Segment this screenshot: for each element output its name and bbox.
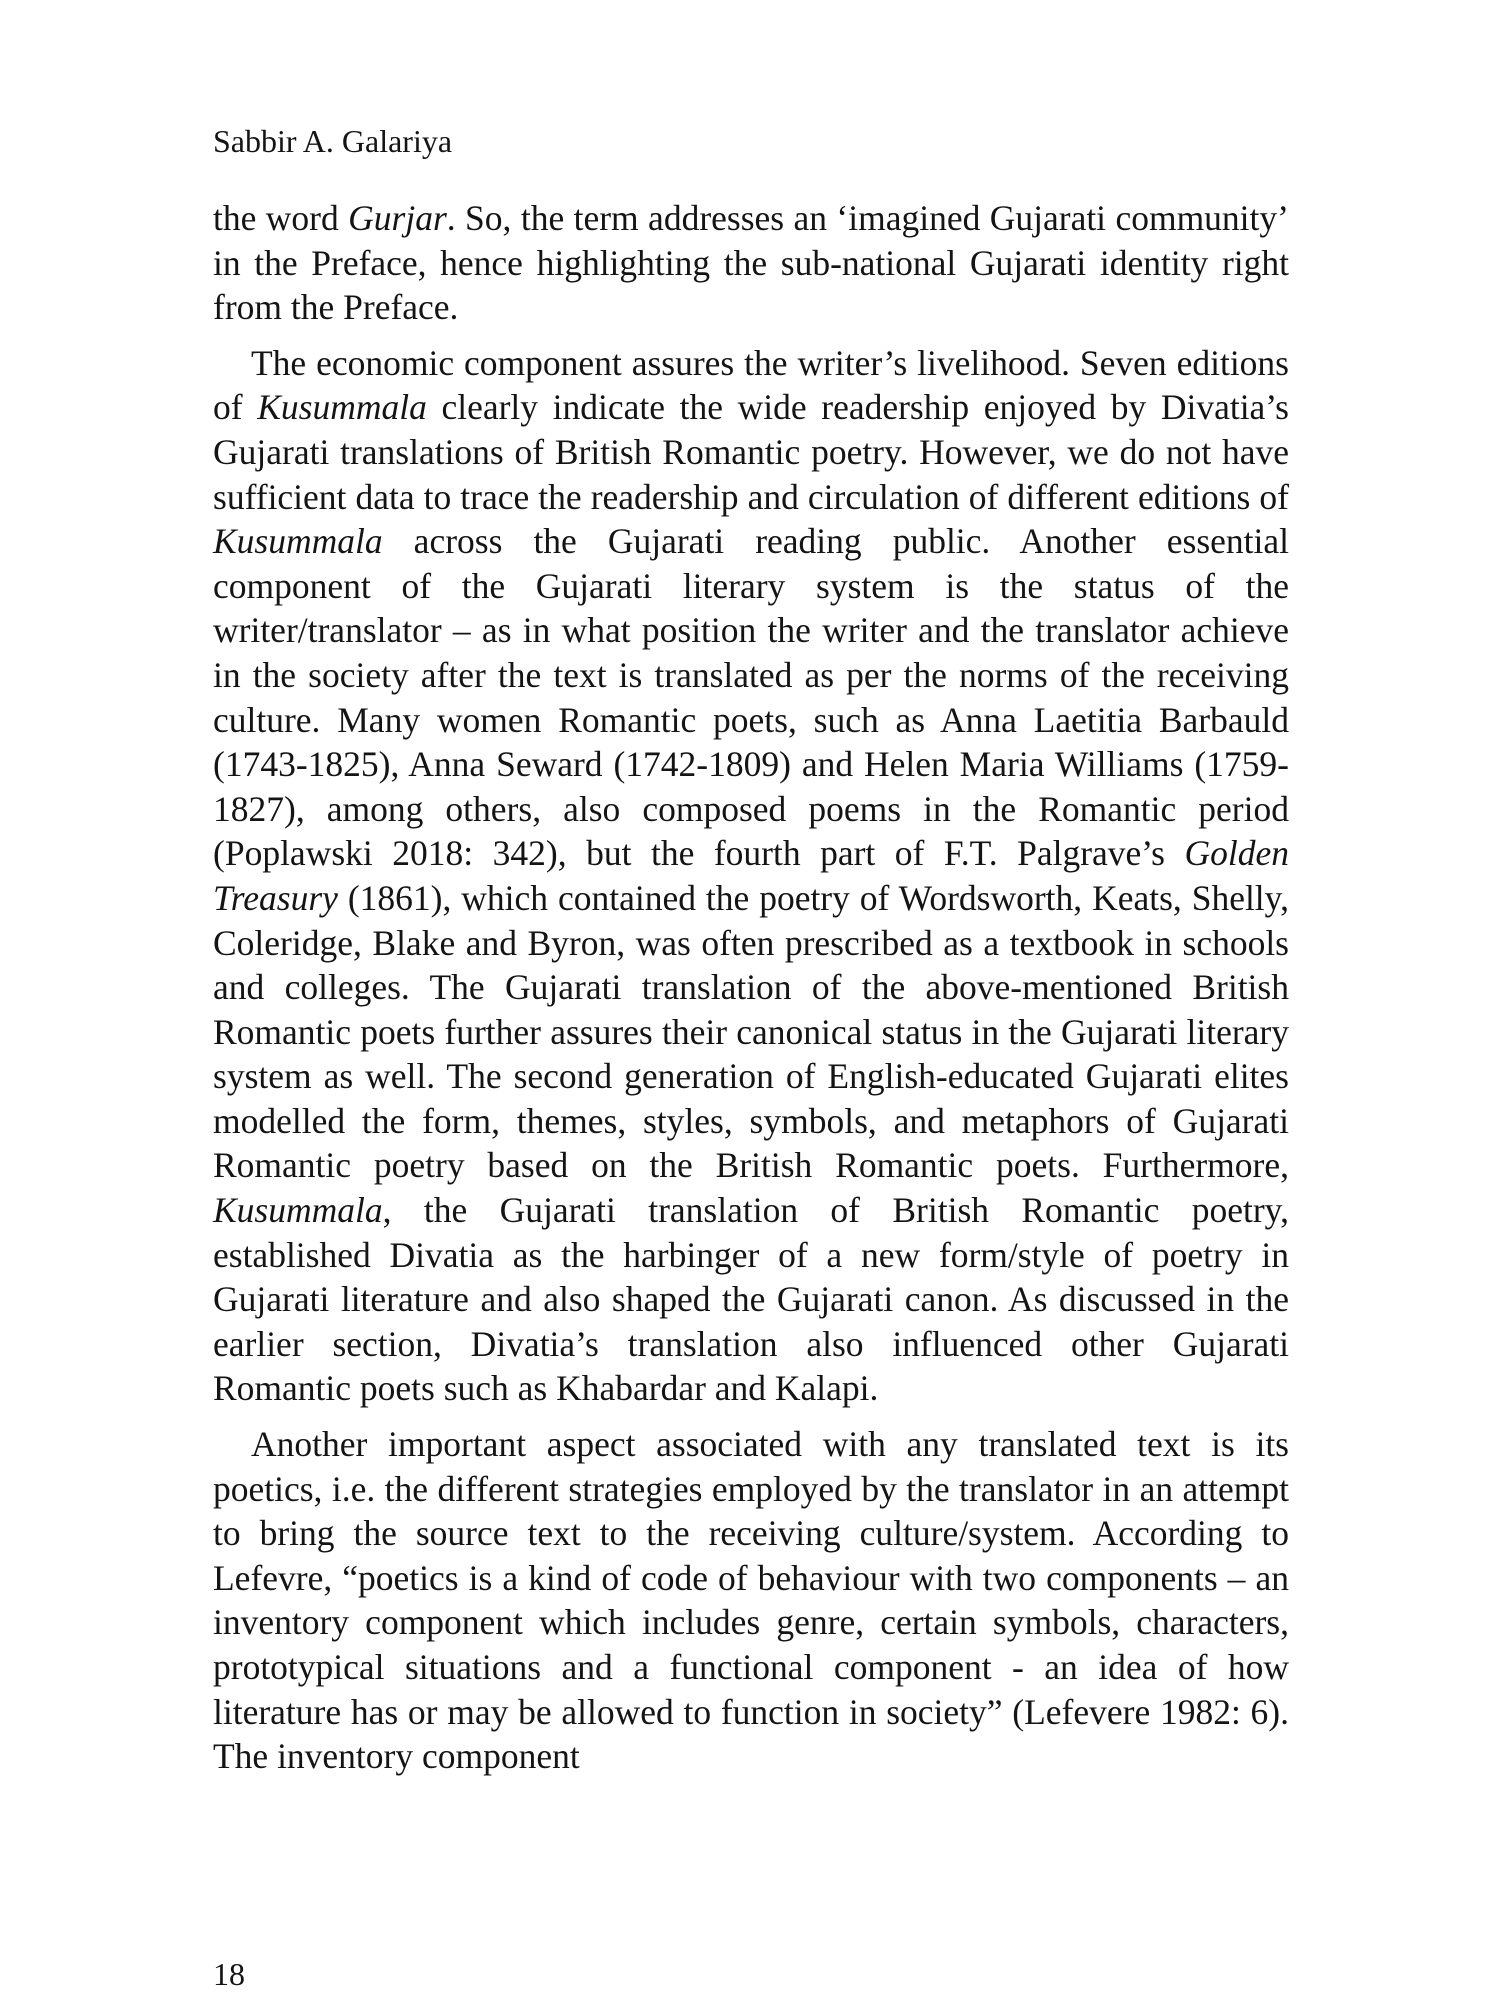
running-head: Sabbir A. Galariya [213, 123, 453, 159]
text-run: (1861), which contained the poetry of Wordsworth, Keats, Shelly, Coleridge, Blake and Byron, was often prescribed as a textbook in schools and colleges. The Gujarati translation of the above-mentioned British Romantic poets further assures their canonical status in the Gujarati literary system as well. The second generation of English-educated Gujarati elites modelled the form, themes, styles, symbols, and metaphors of Gujarati Romantic poetry based on the British Romantic poets. Furthermore, [213, 877, 1289, 1186]
text-run: The economic component assures the writer’s livelihood. Seven editions of [213, 342, 1289, 428]
italic-title: Gurjar [348, 198, 447, 238]
text-run: across the Gujarati reading public. Another essential component of the Gujarati literary system is the status of the writer/translator – as in what position the writer and the translator achieve in the society after the text is translated as per the norms of the receiving culture. Many women Romantic poets, such as Anna Laetitia Barbauld (1743-1825), Anna Seward (1742-1809) and Helen Maria Williams (1759-1827), among others, also composed poems in the Romantic period (Poplawski 2018: 342), but the fourth part of F.T. Palgrave’s [213, 521, 1289, 874]
book-page [213, 0, 1289, 2000]
paragraph-2 [213, 341, 1289, 1411]
text-run: , the Gujarati translation of British Romantic poetry, established Divatia as the harbinger of a new form/style of poetry in Gujarati literature and also shaped the Gujarati canon. As discussed in the earlier section, Divatia’s translation also influenced other Gujarati Romantic poets such as Khabardar and Kalapi. [213, 1190, 1289, 1409]
italic-title: Kusummala [257, 387, 427, 428]
body-text [213, 196, 1289, 1790]
page-number: 18 [213, 1956, 245, 1992]
text-run: clearly indicate the wide readership enjoyed by Divatia’s Gujarati translations of British Romantic poetry. However, we do not have sufficient data to trace the readership and circulation of different editions of [213, 387, 1289, 517]
text-run: Another important aspect associated with any translated text is its poetics, i.e. the different strategies employed by the translator in an attempt to bring the source text to the receiving culture/system. According to Lefevre, “poetics is a kind of code of behaviour with two components – an inventory component which includes genre, certain symbols, characters, prototypical situations and a functional component - an idea of how literature has or may be allowed to function in society” (Lefevere 1982: 6). The inventory component [213, 1424, 1289, 1777]
italic-title: Kusummala [213, 1190, 383, 1231]
paragraph-3 [213, 1422, 1289, 1779]
italic-title: Kusummala [213, 521, 383, 562]
italic-title: Golden Treasury [213, 833, 1289, 918]
text-run: . So, the term addresses an ‘imagined Gujarati community’ in the Preface, hence highlighting the sub-national Gujarati identity right from the Preface. [213, 198, 1289, 328]
paragraph-1 [213, 196, 1289, 330]
text-run: the word [213, 198, 349, 238]
